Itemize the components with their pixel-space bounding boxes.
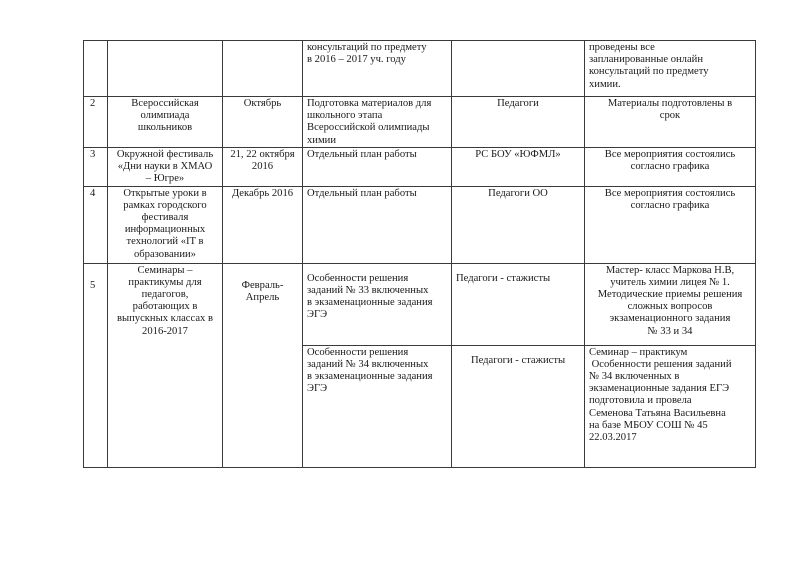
text-line: Апрель <box>245 291 280 303</box>
table-row <box>84 97 756 148</box>
row-number-cell: 2 <box>84 97 108 148</box>
text-line: фестиваля <box>141 212 189 224</box>
dates-cell <box>223 97 303 148</box>
text-line: Все мероприятия состоялись <box>604 149 736 160</box>
text-line: учитель химии лицея № 1. <box>610 276 730 288</box>
text-line: экзаменационного задания <box>609 313 731 325</box>
text-line: 2016 <box>251 161 274 173</box>
row-number-cell: 5 <box>84 263 108 467</box>
row-number-cell: 4 <box>84 186 108 263</box>
text-line: Октябрь <box>243 98 282 109</box>
content-cell <box>303 263 452 345</box>
event-cell <box>108 148 223 187</box>
text-line: Мастер- класс Маркова Н.В, <box>605 264 735 276</box>
participants-cell <box>452 97 585 148</box>
text-line: химии <box>307 134 337 146</box>
content-cell <box>303 41 452 97</box>
text-line: срок <box>659 110 681 122</box>
text-line: № 33 и 34 <box>647 325 693 337</box>
content-cell <box>303 186 452 263</box>
text-line: Педагоги - стажисты <box>470 354 566 366</box>
text-line: консультаций по предмету <box>307 42 427 53</box>
dates-cell <box>223 186 303 263</box>
content-cell <box>303 97 452 148</box>
table-row <box>84 41 756 97</box>
text-line: ЭГЭ <box>307 383 328 395</box>
event-cell <box>108 263 223 467</box>
result-cell <box>585 148 756 187</box>
result-cell <box>585 97 756 148</box>
text-line: согласно графика <box>630 199 710 211</box>
text-line: педагогов, <box>141 289 189 301</box>
text-line: Отдельный план работы <box>307 187 417 199</box>
text-line: заданий № 33 включенных <box>307 284 429 296</box>
text-line: образовании» <box>134 248 196 260</box>
text-line: технологий «IT в <box>126 236 204 248</box>
text-line: запланированные онлайн <box>589 54 704 66</box>
participants-cell <box>452 186 585 263</box>
text-line: на базе МБОУ СОШ № 45 <box>589 419 708 431</box>
text-line: Семинар – практикум <box>589 346 688 358</box>
dates-cell <box>223 148 303 187</box>
content-cell <box>303 345 452 467</box>
dates-cell <box>223 263 303 467</box>
result-cell <box>585 263 756 345</box>
participants-cell <box>452 41 585 97</box>
text-line: Особенности решения <box>307 346 409 358</box>
dates-cell <box>223 41 303 97</box>
text-line: 21, 22 октября <box>230 149 295 160</box>
text-line: проведены все <box>589 42 655 53</box>
text-line: Педагоги - стажисты <box>456 272 551 284</box>
event-cell <box>108 97 223 148</box>
result-cell <box>585 186 756 263</box>
text-line: Февраль- <box>241 279 284 291</box>
text-line: Педагоги <box>497 98 539 109</box>
text-line: Все мероприятия состоялись <box>604 187 736 199</box>
text-line: школьников <box>137 122 193 134</box>
text-line: в 2016 – 2017 уч. году <box>307 54 406 66</box>
text-line: № 34 включенных в <box>589 371 680 383</box>
text-line: выпускных классах в <box>117 313 213 325</box>
text-line: информационных <box>124 224 206 236</box>
text-line: Окружной фестиваль <box>116 149 214 160</box>
text-line: в экзаменационные задания <box>307 371 433 383</box>
text-line: рамках городского <box>123 199 207 211</box>
text-line: олимпиада <box>140 110 190 122</box>
text-line: консультаций по предмету <box>589 66 709 78</box>
result-cell <box>585 41 756 97</box>
participants-cell <box>452 345 585 467</box>
text-line: Всероссийская <box>131 98 199 109</box>
participants-cell <box>452 148 585 187</box>
text-line: Особенности решения заданий <box>589 358 732 370</box>
text-line: Отдельный план работы <box>307 149 417 160</box>
text-line: РС БОУ «ЮФМЛ» <box>475 149 561 160</box>
result-cell <box>585 345 756 467</box>
table-row <box>84 148 756 187</box>
text-line: Подготовка материалов для <box>307 98 432 109</box>
text-line: экзаменационные задания ЕГЭ <box>589 383 730 395</box>
text-line: согласно графика <box>630 161 710 173</box>
text-line: Особенности решения <box>307 272 409 284</box>
text-line: Педагоги ОО <box>488 187 548 199</box>
text-line: ЭГЭ <box>307 309 328 321</box>
text-line: в экзаменационные задания <box>307 297 433 309</box>
event-cell <box>108 41 223 97</box>
text-line: сложных вопросов <box>627 301 713 313</box>
text-line: Семинары – <box>137 264 193 276</box>
table-row <box>84 263 756 345</box>
text-line: Всероссийской олимпиады <box>307 122 430 134</box>
text-line: практикумы для <box>128 276 202 288</box>
row-number-cell: 3 <box>84 148 108 187</box>
text-line: Семенова Татьяна Васильевна <box>589 407 726 419</box>
text-line: химии. <box>589 78 621 90</box>
table-row <box>84 186 756 263</box>
text-line: подготовила и провела <box>589 395 692 407</box>
report-table <box>83 40 756 468</box>
text-line: Методические приемы решения <box>597 289 743 301</box>
text-line: школьного этапа <box>307 110 383 122</box>
event-cell <box>108 186 223 263</box>
text-line: 22.03.2017 <box>589 432 637 444</box>
text-line: «Дни науки в ХМАО <box>117 161 213 173</box>
participants-cell <box>452 263 585 345</box>
text-line: 2016-2017 <box>142 325 188 337</box>
content-cell <box>303 148 452 187</box>
row-number-cell <box>84 41 108 97</box>
text-line: работающих в <box>132 301 198 313</box>
text-line: Декабрь 2016 <box>231 187 294 199</box>
text-line: Материалы подготовлены в <box>607 98 733 109</box>
text-line: заданий № 34 включенных <box>307 358 429 370</box>
text-line: – Югре» <box>145 173 185 185</box>
text-line: Открытые уроки в <box>123 187 207 199</box>
